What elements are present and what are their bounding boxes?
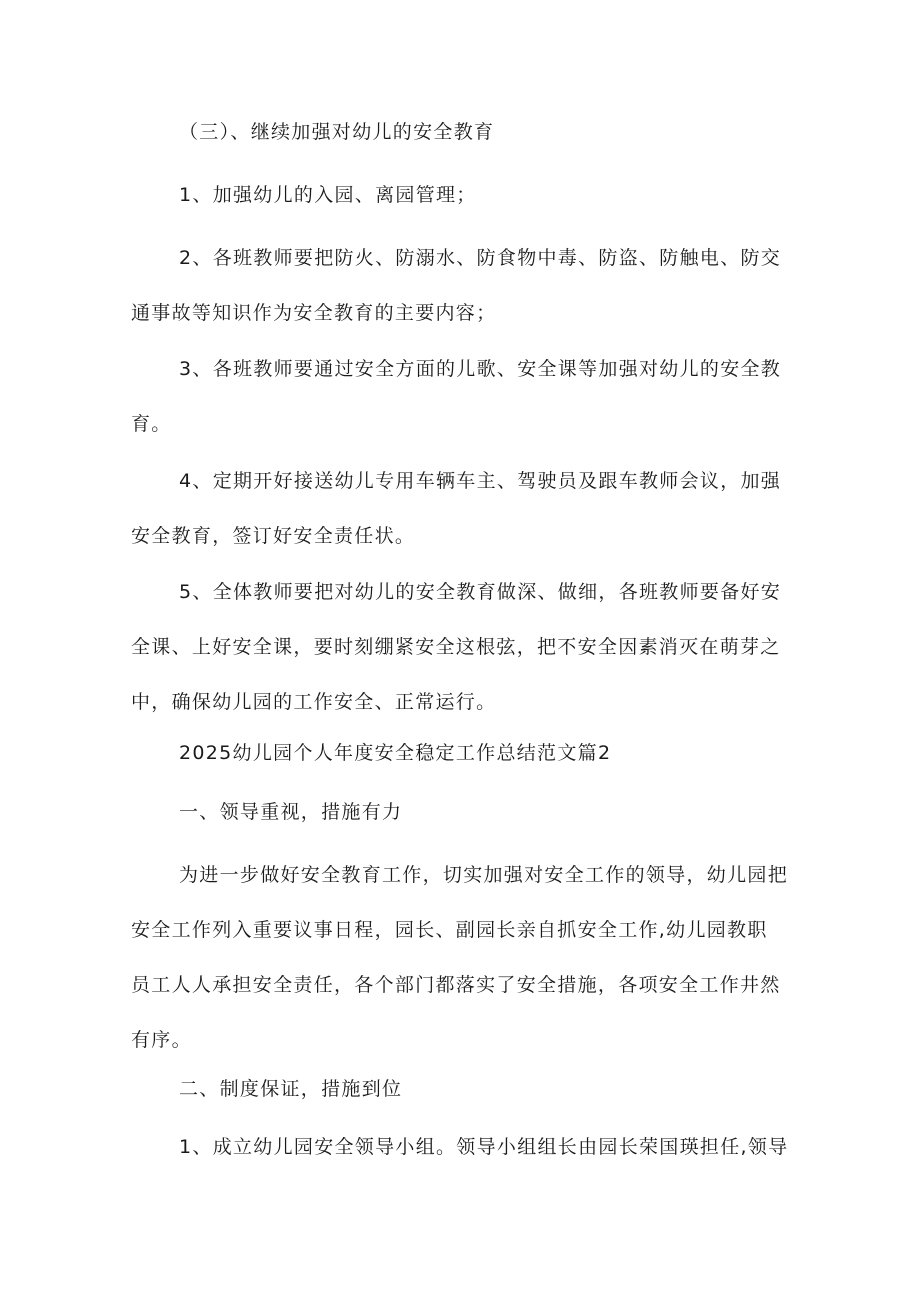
item-1b-paragraph — [131, 1120, 791, 1175]
item-1-paragraph — [131, 168, 791, 223]
text-line: 1、加强幼儿的入园、离园管理； — [179, 184, 477, 206]
text-line: 安全教育，签订好安全责任状。 — [131, 525, 416, 547]
item-3-paragraph — [131, 342, 791, 452]
article-title — [131, 726, 791, 781]
item-4-paragraph — [131, 454, 791, 564]
item-5-paragraph — [131, 565, 791, 730]
text-line: 通事故等知识作为安全教育的主要内容； — [131, 302, 497, 324]
text-line: 中，确保幼儿园的工作安全、正常运行。 — [131, 691, 497, 713]
text-line: 育。 — [131, 413, 172, 435]
text-line: 2、各班教师要把防火、防溺水、防食物中毒、防盗、防触电、防交 — [179, 247, 782, 269]
text-line: 员工人人承担安全责任，各个部门都落实了安全措施，各项安全工作井然 — [131, 974, 781, 996]
item-2-paragraph — [131, 231, 791, 341]
text-line: 3、各班教师要通过安全方面的儿歌、安全课等加强对幼儿的安全教 — [179, 358, 782, 380]
section-heading-1 — [131, 785, 791, 840]
text-line: 1、成立幼儿园安全领导小组。领导小组组长由园长荣国瑛担任,领导 — [179, 1136, 789, 1158]
text-line: （三）、继续加强对幼儿的安全教育 — [179, 121, 495, 143]
text-line: 有序。 — [131, 1029, 192, 1051]
section-heading-2 — [131, 1062, 791, 1117]
text-line: 二、制度保证，措施到位 — [179, 1078, 403, 1100]
section-heading-3 — [131, 105, 791, 160]
intro-paragraph — [131, 848, 791, 1068]
text-line: 为进一步做好安全教育工作，切实加强对安全工作的领导，幼儿园把 — [179, 864, 789, 886]
text-line: 全课、上好安全课，要时刻绷紧安全这根弦，把不安全因素消灭在萌芽之 — [131, 636, 781, 658]
text-line: 4、定期开好接送幼儿专用车辆车主、驾驶员及跟车教师会议，加强 — [179, 470, 782, 492]
text-line: 一、领导重视，措施有力 — [179, 801, 403, 823]
text-line: 2025幼儿园个人年度安全稳定工作总结范文篇2 — [179, 742, 612, 764]
text-line: 安全工作列入重要议事日程，园长、副园长亲自抓安全工作,幼儿园教职 — [131, 919, 768, 941]
text-line: 5、全体教师要把对幼儿的安全教育做深、做细，各班教师要备好安 — [179, 581, 782, 603]
